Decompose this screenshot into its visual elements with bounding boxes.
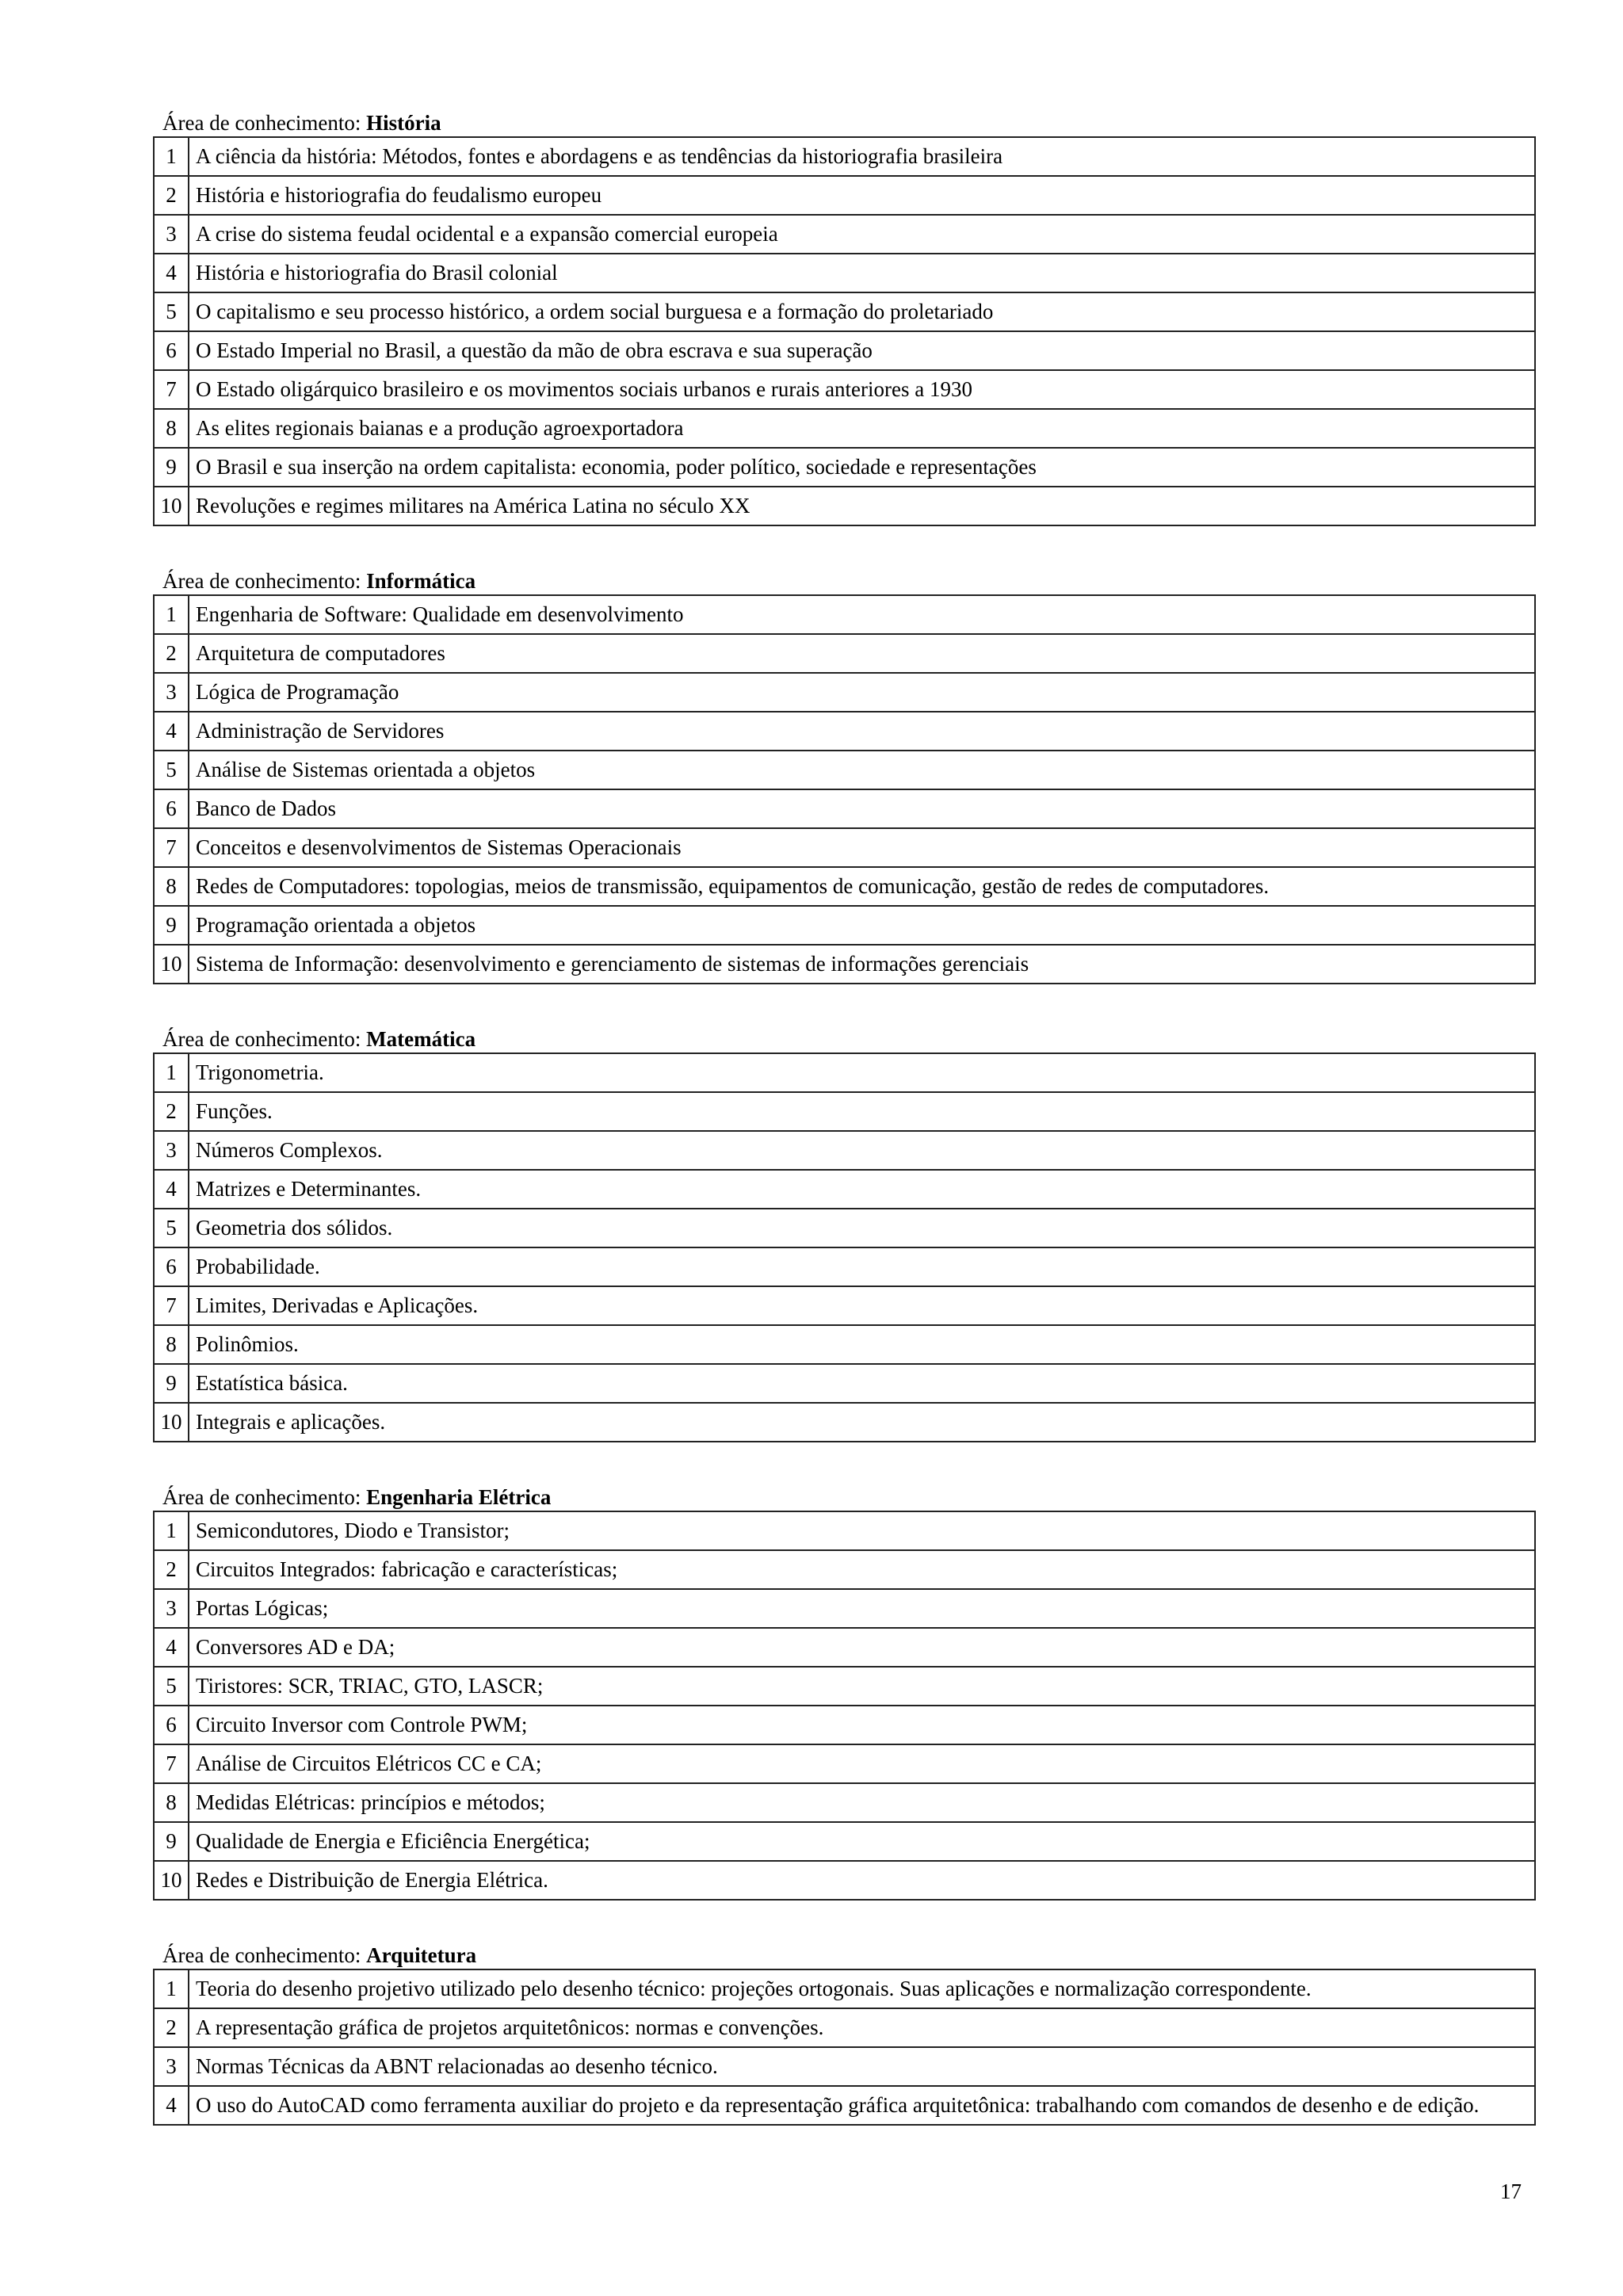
table-row xyxy=(154,331,1535,370)
item-text: Probabilidade. xyxy=(189,1247,1535,1286)
item-number: 2 xyxy=(154,2008,189,2047)
table-row xyxy=(154,906,1535,945)
table-row xyxy=(154,945,1535,984)
page-number: 17 xyxy=(1500,2179,1522,2203)
item-text: Qualidade de Energia e Eficiência Energética; xyxy=(189,1822,1535,1861)
item-number: 4 xyxy=(154,712,189,751)
item-number: 3 xyxy=(154,215,189,254)
topics-table xyxy=(153,1511,1536,1901)
item-number: 3 xyxy=(154,673,189,712)
topics-table xyxy=(153,1052,1536,1442)
table-row xyxy=(154,2086,1535,2125)
item-number: 3 xyxy=(154,2047,189,2086)
item-number: 1 xyxy=(154,1511,189,1550)
item-text: O uso do AutoCAD como ferramenta auxiliar do projeto e da representação gráfica arquitetônica: trabalhando com comandos de desenho e de edição. xyxy=(189,2086,1535,2125)
table-row xyxy=(154,215,1535,254)
table-row xyxy=(154,2047,1535,2086)
table-row xyxy=(154,673,1535,712)
item-number: 10 xyxy=(154,487,189,525)
section-title xyxy=(153,1942,1536,1969)
section-title xyxy=(153,1484,1536,1511)
item-number: 6 xyxy=(154,789,189,828)
item-number: 3 xyxy=(154,1131,189,1170)
table-row xyxy=(154,1209,1535,1247)
section-matematica xyxy=(153,1026,1536,1442)
table-row xyxy=(154,487,1535,525)
item-text: Matrizes e Determinantes. xyxy=(189,1170,1535,1209)
item-text: Teoria do desenho projetivo utilizado pelo desenho técnico: projeções ortogonais. Suas aplicações e normalização correspondente. xyxy=(189,1969,1535,2008)
table-row xyxy=(154,448,1535,487)
item-text: Conceitos e desenvolvimentos de Sistemas Operacionais xyxy=(189,828,1535,867)
table-row xyxy=(154,1822,1535,1861)
section-informatica xyxy=(153,567,1536,984)
item-text: O capitalismo e seu processo histórico, a ordem social burguesa e a formação do proletariado xyxy=(189,292,1535,331)
table-row xyxy=(154,1744,1535,1783)
item-text: Revoluções e regimes militares na América Latina no século XX xyxy=(189,487,1535,525)
item-text: A crise do sistema feudal ocidental e a expansão comercial europeia xyxy=(189,215,1535,254)
item-text: História e historiografia do Brasil colonial xyxy=(189,254,1535,292)
area-name: Arquitetura xyxy=(366,1943,477,1967)
area-label: Área de conhecimento: xyxy=(162,1485,361,1509)
item-number: 4 xyxy=(154,2086,189,2125)
item-text: O Estado Imperial no Brasil, a questão da mão de obra escrava e sua superação xyxy=(189,331,1535,370)
item-text: Sistema de Informação: desenvolvimento e gerenciamento de sistemas de informações gerenciais xyxy=(189,945,1535,984)
table-row xyxy=(154,1247,1535,1286)
table-row xyxy=(154,1628,1535,1667)
area-name: História xyxy=(366,111,441,135)
table-row xyxy=(154,370,1535,409)
table-row xyxy=(154,1092,1535,1131)
table-row xyxy=(154,751,1535,789)
item-text: Conversores AD e DA; xyxy=(189,1628,1535,1667)
table-row xyxy=(154,1286,1535,1325)
item-text: Portas Lógicas; xyxy=(189,1589,1535,1628)
item-number: 8 xyxy=(154,409,189,448)
item-text: Circuito Inversor com Controle PWM; xyxy=(189,1706,1535,1744)
table-row xyxy=(154,828,1535,867)
item-number: 9 xyxy=(154,1364,189,1403)
section-title xyxy=(153,1026,1536,1052)
table-row xyxy=(154,1550,1535,1589)
table-row xyxy=(154,2008,1535,2047)
item-text: Integrais e aplicações. xyxy=(189,1403,1535,1442)
item-text: Funções. xyxy=(189,1092,1535,1131)
item-number: 5 xyxy=(154,292,189,331)
topics-table xyxy=(153,136,1536,526)
item-number: 2 xyxy=(154,634,189,673)
item-text: Estatística básica. xyxy=(189,1364,1535,1403)
item-number: 4 xyxy=(154,1628,189,1667)
item-number: 2 xyxy=(154,1550,189,1589)
table-row xyxy=(154,595,1535,634)
table-row xyxy=(154,1170,1535,1209)
item-number: 8 xyxy=(154,1325,189,1364)
item-text: Banco de Dados xyxy=(189,789,1535,828)
topics-table xyxy=(153,594,1536,984)
item-number: 7 xyxy=(154,370,189,409)
table-row xyxy=(154,789,1535,828)
table-row xyxy=(154,254,1535,292)
item-number: 1 xyxy=(154,1969,189,2008)
area-name: Matemática xyxy=(366,1027,476,1051)
item-text: Engenharia de Software: Qualidade em desenvolvimento xyxy=(189,595,1535,634)
item-text: Números Complexos. xyxy=(189,1131,1535,1170)
item-number: 9 xyxy=(154,448,189,487)
item-text: Semicondutores, Diodo e Transistor; xyxy=(189,1511,1535,1550)
table-row xyxy=(154,1364,1535,1403)
table-row xyxy=(154,1969,1535,2008)
table-row xyxy=(154,867,1535,906)
table-row xyxy=(154,1706,1535,1744)
item-number: 1 xyxy=(154,137,189,176)
table-row xyxy=(154,1131,1535,1170)
item-text: Circuitos Integrados: fabricação e características; xyxy=(189,1550,1535,1589)
item-text: Administração de Servidores xyxy=(189,712,1535,751)
item-text: Lógica de Programação xyxy=(189,673,1535,712)
item-text: As elites regionais baianas e a produção agroexportadora xyxy=(189,409,1535,448)
item-number: 4 xyxy=(154,1170,189,1209)
section-arquitetura xyxy=(153,1942,1536,2126)
item-number: 10 xyxy=(154,1403,189,1442)
item-text: O Estado oligárquico brasileiro e os movimentos sociais urbanos e rurais anteriores a 1930 xyxy=(189,370,1535,409)
item-text: Tiristores: SCR, TRIAC, GTO, LASCR; xyxy=(189,1667,1535,1706)
item-text: Redes de Computadores: topologias, meios de transmissão, equipamentos de comunicação, gestão de redes de computadores. xyxy=(189,867,1535,906)
item-number: 5 xyxy=(154,751,189,789)
area-label: Área de conhecimento: xyxy=(162,1943,361,1967)
item-text: Normas Técnicas da ABNT relacionadas ao desenho técnico. xyxy=(189,2047,1535,2086)
item-number: 2 xyxy=(154,176,189,215)
area-name: Informática xyxy=(366,569,476,593)
table-row xyxy=(154,409,1535,448)
item-number: 9 xyxy=(154,1822,189,1861)
item-number: 5 xyxy=(154,1209,189,1247)
table-row xyxy=(154,176,1535,215)
item-text: História e historiografia do feudalismo europeu xyxy=(189,176,1535,215)
item-text: Programação orientada a objetos xyxy=(189,906,1535,945)
section-engenharia-eletrica xyxy=(153,1484,1536,1901)
item-number: 1 xyxy=(154,1053,189,1092)
item-number: 6 xyxy=(154,1247,189,1286)
table-row xyxy=(154,137,1535,176)
item-text: Medidas Elétricas: princípios e métodos; xyxy=(189,1783,1535,1822)
item-text: O Brasil e sua inserção na ordem capitalista: economia, poder político, sociedade e representações xyxy=(189,448,1535,487)
item-text: Geometria dos sólidos. xyxy=(189,1209,1535,1247)
table-row xyxy=(154,1783,1535,1822)
item-number: 9 xyxy=(154,906,189,945)
item-text: Análise de Circuitos Elétricos CC e CA; xyxy=(189,1744,1535,1783)
area-label: Área de conhecimento: xyxy=(162,1027,361,1051)
item-number: 6 xyxy=(154,331,189,370)
item-number: 1 xyxy=(154,595,189,634)
item-number: 8 xyxy=(154,867,189,906)
item-text: Limites, Derivadas e Aplicações. xyxy=(189,1286,1535,1325)
table-row xyxy=(154,1589,1535,1628)
table-row xyxy=(154,1861,1535,1900)
section-title xyxy=(153,109,1536,136)
item-number: 10 xyxy=(154,1861,189,1900)
item-number: 7 xyxy=(154,1744,189,1783)
item-text: A representação gráfica de projetos arquitetônicos: normas e convenções. xyxy=(189,2008,1535,2047)
item-number: 2 xyxy=(154,1092,189,1131)
item-number: 8 xyxy=(154,1783,189,1822)
item-text: Trigonometria. xyxy=(189,1053,1535,1092)
table-row xyxy=(154,634,1535,673)
item-text: Redes e Distribuição de Energia Elétrica. xyxy=(189,1861,1535,1900)
item-text: A ciência da história: Métodos, fontes e abordagens e as tendências da historiografia brasileira xyxy=(189,137,1535,176)
item-text: Análise de Sistemas orientada a objetos xyxy=(189,751,1535,789)
area-label: Área de conhecimento: xyxy=(162,569,361,593)
table-row xyxy=(154,712,1535,751)
item-number: 7 xyxy=(154,1286,189,1325)
item-number: 4 xyxy=(154,254,189,292)
item-number: 7 xyxy=(154,828,189,867)
item-number: 6 xyxy=(154,1706,189,1744)
item-number: 3 xyxy=(154,1589,189,1628)
item-number: 10 xyxy=(154,945,189,984)
table-row xyxy=(154,1403,1535,1442)
section-title xyxy=(153,567,1536,594)
table-row xyxy=(154,292,1535,331)
section-historia xyxy=(153,109,1536,526)
area-label: Área de conhecimento: xyxy=(162,111,361,135)
table-row xyxy=(154,1667,1535,1706)
table-row xyxy=(154,1325,1535,1364)
area-name: Engenharia Elétrica xyxy=(366,1485,552,1509)
table-row xyxy=(154,1053,1535,1092)
topics-table xyxy=(153,1969,1536,2126)
item-text: Arquitetura de computadores xyxy=(189,634,1535,673)
table-row xyxy=(154,1511,1535,1550)
item-number: 5 xyxy=(154,1667,189,1706)
item-text: Polinômios. xyxy=(189,1325,1535,1364)
